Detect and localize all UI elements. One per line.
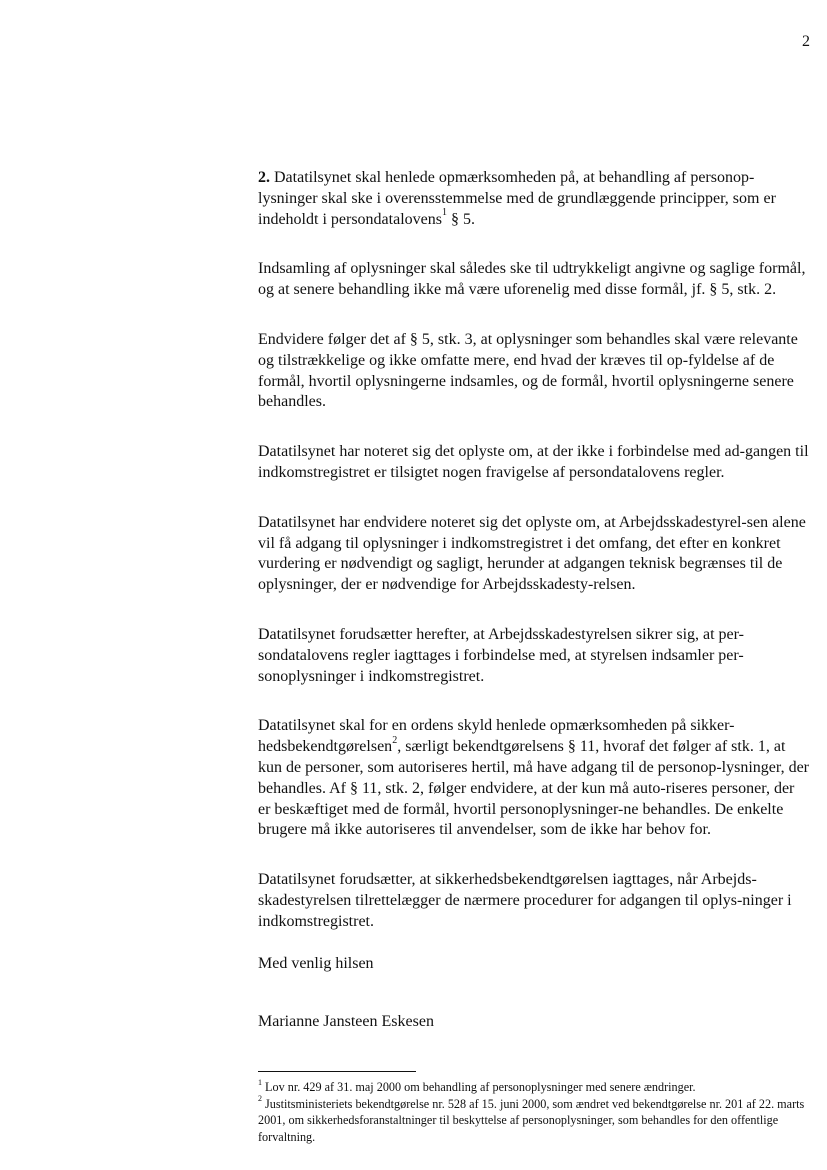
footnote-2 [258, 1096, 810, 1146]
signature-name: Marianne Jansteen Eskesen [258, 1013, 434, 1031]
paragraph-text: § 5. [446, 210, 475, 228]
paragraph-access-scope: Datatilsynet har endvidere noteret sig det oplyste om, at Arbejdsskadestyrel-sen alene vil få adgang til oplysninger i indkomstregistret i det omfang, det efter en konkret vurdering er nødvendigt og sagligt, herunder at adgangen teknisk begrænses til de oplysninger, der er nødvendige for Arbejdsskadesty-relsen. [258, 513, 806, 594]
paragraph-text: , særligt bekendtgørelsens § 11, hvoraf det følger af stk. 1, at kun de personer, som autoriseres hertil, må have adgang til de personop-lysninger, der behandles. Af § 11, stk. 2, følger endvidere, at der kun må auto-riseres personer, der er beskæftiget med de formål, hvortil personoplysninger-ne behandles. De enkelte brugere må ikke autoriseres til anvendelser, som de ikke har behov for. [258, 738, 809, 839]
footnote-separator [258, 1071, 416, 1072]
page-number: 2 [802, 33, 810, 50]
closing-greeting: Med venlig hilsen [258, 954, 374, 972]
footnote-mark: 1 [258, 1077, 262, 1087]
paragraph-text: Datatilsynet skal for en ordens skyld henlede opmærksomheden på sikker-hedsbekendtgørelsen [258, 717, 735, 756]
footnote-text: Lov nr. 429 af 31. maj 2000 om behandling af personoplysninger med senere ændringer. [262, 1080, 696, 1094]
paragraph-relevance: Endvidere følger det af § 5, stk. 3, at oplysninger som behandles skal være relevante og tilstrækkelige og ikke omfatte mere, end hvad der kræves til op-fyldelse af de formål, hvortil oplysningerne indsamles, og de formål, hvortil oplysningerne senere behandles. [258, 330, 798, 411]
paragraph-security-order [258, 716, 810, 841]
section-number: 2. [258, 169, 270, 186]
footnote-ref-1[interactable]: 1 [441, 207, 447, 219]
footnote-mark: 2 [258, 1094, 262, 1104]
paragraph-procedures: Datatilsynet forudsætter, at sikkerhedsbekendtgørelsen iagttages, når Arbejds-skadestyrelsen tilrettelægger de nærmere procedurer for adgangen til oplys-ninger i indkomstregistret. [258, 871, 792, 930]
letter-body [258, 168, 810, 1033]
footnote-1 [258, 1079, 810, 1096]
paragraph-no-deviation: Datatilsynet har noteret sig det oplyste om, at der ikke i forbindelse med ad-gangen til indkomstregistret er tilsigtet nogen fravigelse af persondatalovens regler. [258, 443, 809, 481]
footnotes [258, 1079, 810, 1145]
footnote-ref-2[interactable]: 2 [392, 734, 398, 746]
paragraph-collection-purpose: Indsamling af oplysninger skal således ske til udtrykkeligt angivne og saglige formål, og at senere behandling ikke må være uforenelig med disse formål, jf. § 5, stk. 2. [258, 260, 806, 299]
footnote-text: Justitsministeriets bekendtgørelse nr. 528 af 15. juni 2000, som ændret ved bekendtgørelse nr. 201 af 22. marts 2001, om sikkerhedsforanstaltninger til beskyttelse af personoplysninger, som behandles for den offentlige forvaltning. [258, 1096, 805, 1144]
paragraph-text: Datatilsynet skal henlede opmærksomheden på, at behandling af personop-lysninger skal ske i overensstemmelse med de grundlæggende principper, som er indeholdt i persondatalovens [258, 169, 776, 228]
paragraph-compliance: Datatilsynet forudsætter herefter, at Arbejdsskadestyrelsen sikrer sig, at per-sondatalovens regler iagttages i forbindelse med, at styrelsen indsamler per-sonoplysninger i indkomstregistret. [258, 625, 744, 685]
paragraph-2 [258, 168, 810, 230]
